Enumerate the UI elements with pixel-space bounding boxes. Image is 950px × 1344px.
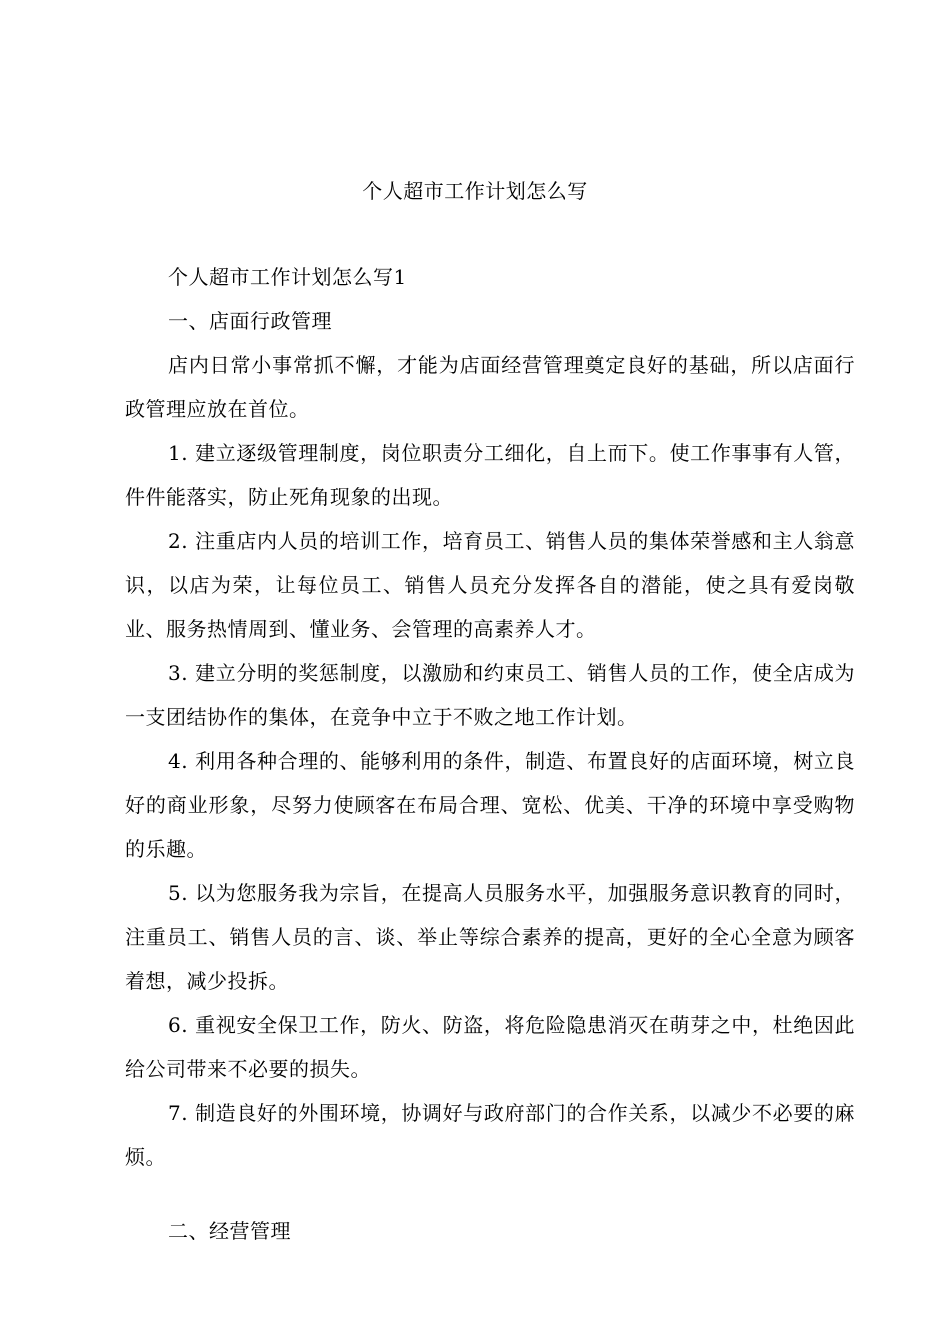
list-item-3: 3. 建立分明的奖惩制度，以激励和约束员工、销售人员的工作，使全店成为一支团结协作的集体，在竞争中立于不败之地工作计划。: [125, 661, 855, 729]
section-heading-1: 一、店面行政管理: [168, 309, 332, 333]
list-item-7: 7. 制造良好的外围环境，协调好与政府部门的合作关系，以减少不必要的麻烦。: [125, 1101, 855, 1169]
document-title: 个人超市工作计划怎么写: [362, 179, 588, 203]
list-item-1: 1. 建立逐级管理制度，岗位职责分工细化，自上而下。使工作事事有人管，件件能落实，防止死角现象的出现。: [125, 441, 855, 509]
document-subtitle: 个人超市工作计划怎么写1: [168, 265, 407, 289]
list-item-5: 5. 以为您服务我为宗旨，在提高人员服务水平，加强服务意识教育的同时，注重员工、销售人员的言、谈、举止等综合素养的提高，更好的全心全意为顾客着想，减少投拆。: [125, 881, 855, 993]
section-heading-2: 二、经营管理: [168, 1219, 291, 1243]
list-item-6: 6. 重视安全保卫工作，防火、防盗，将危险隐患消灭在萌芽之中，杜绝因此给公司带来不必要的损失。: [125, 1013, 855, 1081]
list-item-2: 2. 注重店内人员的培训工作，培育员工、销售人员的集体荣誉感和主人翁意识，以店为荣，让每位员工、销售人员充分发挥各自的潜能，使之具有爱岗敬业、服务热情周到、懂业务、会管理的高素养人才。: [125, 529, 855, 641]
list-item-4: 4. 利用各种合理的、能够利用的条件，制造、布置良好的店面环境，树立良好的商业形象，尽努力使顾客在布局合理、宽松、优美、干净的环境中享受购物的乐趣。: [125, 749, 855, 861]
section-spacer: [125, 1179, 855, 1209]
document-body: [125, 255, 855, 1253]
intro-paragraph: 店内日常小事常抓不懈，才能为店面经营管理奠定良好的基础，所以店面行政管理应放在首位。: [125, 353, 855, 421]
